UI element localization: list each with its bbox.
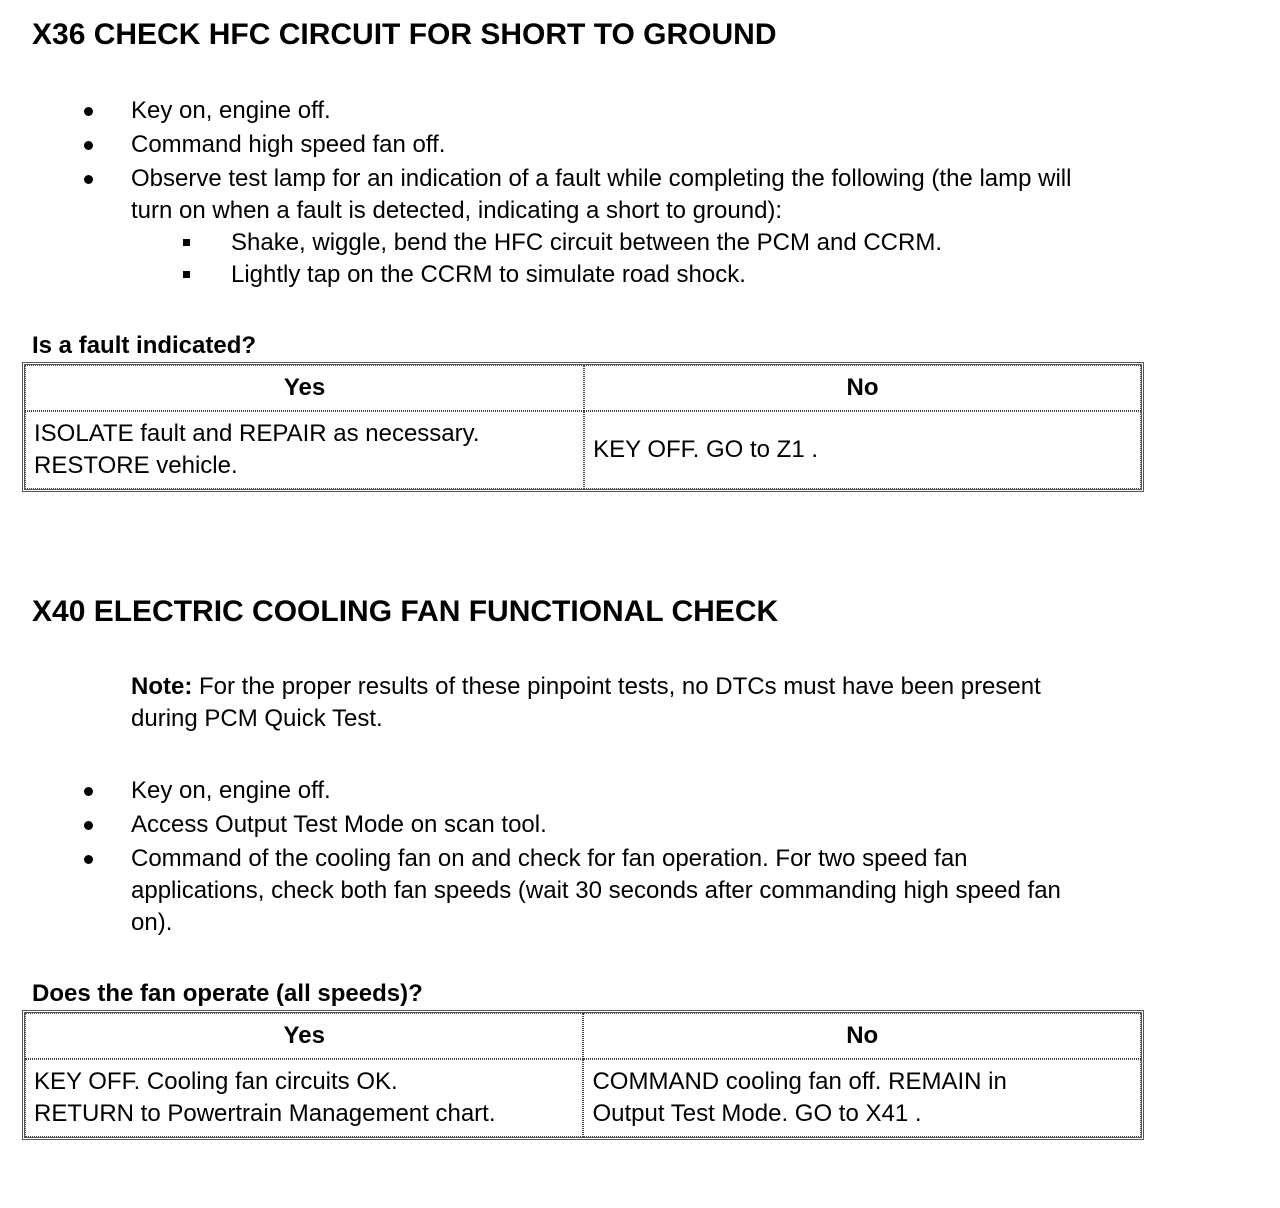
bullet-item: Key on, engine off. (131, 777, 331, 804)
decision-table-x36 (22, 362, 1144, 492)
sub-bullet-item: Shake, wiggle, bend the HFC circuit between the PCM and CCRM. (231, 229, 942, 256)
bullet-item: Key on, engine off. (131, 97, 331, 124)
yes-header: Yes (25, 1013, 583, 1059)
no-header: No (583, 1013, 1141, 1059)
table-row (25, 1059, 1141, 1137)
yes-cell-line: ISOLATE fault and REPAIR as necessary. (34, 420, 480, 447)
section-heading-x36: X36 CHECK HFC CIRCUIT FOR SHORT TO GROUND (32, 18, 777, 51)
no-header: No (584, 365, 1141, 411)
no-cell-line: Output Test Mode. GO to X41 . (592, 1100, 922, 1127)
bullet-icon (84, 787, 93, 796)
section-heading-x40: X40 ELECTRIC COOLING FAN FUNCTIONAL CHECK (32, 595, 779, 628)
yes-cell (25, 411, 584, 489)
bullet-icon (84, 141, 93, 150)
bullet-item: Observe test lamp for an indication of a fault while completing the following (the lamp will (131, 165, 1072, 192)
note-text: For the proper results of these pinpoint tests, no DTCs must have been present (192, 673, 1041, 700)
question-x36: Is a fault indicated? (32, 332, 257, 359)
no-cell (584, 411, 1141, 489)
no-cell-line: COMMAND cooling fan off. REMAIN in (592, 1068, 1007, 1095)
bullet-icon (84, 175, 93, 184)
sub-bullet-icon (183, 271, 190, 278)
bullet-icon (84, 855, 93, 864)
sub-bullet-item: Lightly tap on the CCRM to simulate road shock. (231, 261, 746, 288)
yes-cell-line: RESTORE vehicle. (34, 452, 238, 479)
bullet-item: Command of the cooling fan on and check for fan operation. For two speed fan (131, 845, 968, 872)
bullet-icon (84, 821, 93, 830)
note-line-continuation: during PCM Quick Test. (131, 705, 383, 732)
bullet-item: Command high speed fan off. (131, 131, 446, 158)
bullet-item-continuation: applications, check both fan speeds (wait 30 seconds after commanding high speed fan (131, 877, 1061, 904)
yes-cell-line: KEY OFF. Cooling fan circuits OK. (34, 1068, 398, 1095)
yes-cell (25, 1059, 583, 1137)
bullet-item-continuation: on). (131, 909, 173, 936)
decision-table-x40 (22, 1010, 1144, 1140)
bullet-item: Access Output Test Mode on scan tool. (131, 811, 547, 838)
bullet-icon (84, 107, 93, 116)
table-header-row (25, 365, 1141, 411)
note-line (131, 671, 1041, 703)
table-header-row (25, 1013, 1141, 1059)
yes-cell-line: RETURN to Powertrain Management chart. (34, 1100, 496, 1127)
note-label: Note: (131, 673, 193, 700)
no-cell (583, 1059, 1141, 1137)
table-row (25, 411, 1141, 489)
sub-bullet-icon (183, 239, 190, 246)
yes-header: Yes (25, 365, 584, 411)
no-cell-line: KEY OFF. GO to Z1 . (593, 436, 819, 463)
question-x40: Does the fan operate (all speeds)? (32, 980, 423, 1007)
bullet-item-continuation: turn on when a fault is detected, indicating a short to ground): (131, 197, 783, 224)
